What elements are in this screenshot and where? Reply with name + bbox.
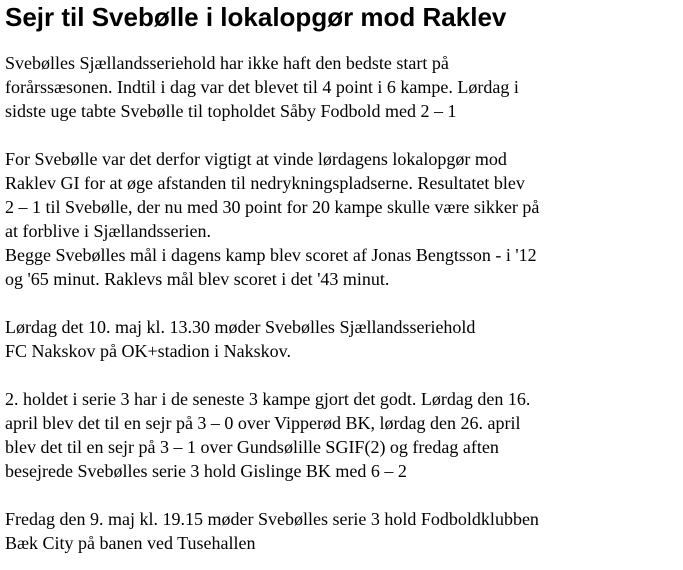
- paragraph-line: forårssæsonen. Indtil i dag var det blevet til 4 point i 6 kampe. Lørdag i: [5, 77, 519, 97]
- article-paragraph: [5, 147, 680, 291]
- paragraph-line: 2 – 1 til Svebølle, der nu med 30 point for 20 kampe skulle være sikker på: [5, 197, 540, 217]
- article-title: Sejr til Svebølle i lokalopgør mod Raklev: [5, 2, 507, 32]
- article: [5, 0, 680, 555]
- paragraph-line: Begge Svebølles mål i dagens kamp blev scoret af Jonas Bengtsson - i '12: [5, 245, 537, 265]
- paragraph-line: at forblive i Sjællandsserien.: [5, 221, 211, 241]
- paragraph-line: Lørdag det 10. maj kl. 13.30 møder Svebølles Sjællandsseriehold: [5, 317, 476, 337]
- paragraph-line: og '65 minut. Raklevs mål blev scoret i det '43 minut.: [5, 269, 390, 289]
- paragraph-line: For Svebølle var det derfor vigtigt at vinde lørdagens lokalopgør mod: [5, 149, 507, 169]
- paragraph-line: Raklev GI for at øge afstanden til nedrykningspladserne. Resultatet blev: [5, 173, 525, 193]
- paragraph-spacer: [5, 483, 680, 507]
- paragraph-line: blev det til en sejr på 3 – 1 over Gundsølille SGIF(2) og fredag aften: [5, 437, 499, 457]
- paragraph-spacer: [5, 363, 680, 387]
- paragraph-line: besejrede Svebølles serie 3 hold Gislinge BK med 6 – 2: [5, 461, 407, 481]
- paragraph-spacer: [5, 291, 680, 315]
- paragraph-line: FC Nakskov på OK+stadion i Nakskov.: [5, 341, 291, 361]
- paragraph-line: 2. holdet i serie 3 har i de seneste 3 kampe gjort det godt. Lørdag den 16.: [5, 389, 531, 409]
- article-paragraph: [5, 51, 680, 123]
- paragraph-spacer: [5, 123, 680, 147]
- paragraph-line: sidste uge tabte Svebølle til topholdet Såby Fodbold med 2 – 1: [5, 101, 457, 121]
- article-paragraph: [5, 507, 680, 555]
- paragraph-line: Svebølles Sjællandsseriehold har ikke haft den bedste start på: [5, 53, 449, 73]
- article-paragraph: [5, 315, 680, 363]
- article-paragraph: [5, 387, 680, 483]
- paragraph-line: april blev det til en sejr på 3 – 0 over Vipperød BK, lørdag den 26. april: [5, 413, 521, 433]
- paragraph-line: Bæk City på banen ved Tusehallen: [5, 533, 256, 553]
- paragraph-line: Fredag den 9. maj kl. 19.15 møder Svebølles serie 3 hold Fodboldklubben: [5, 509, 539, 529]
